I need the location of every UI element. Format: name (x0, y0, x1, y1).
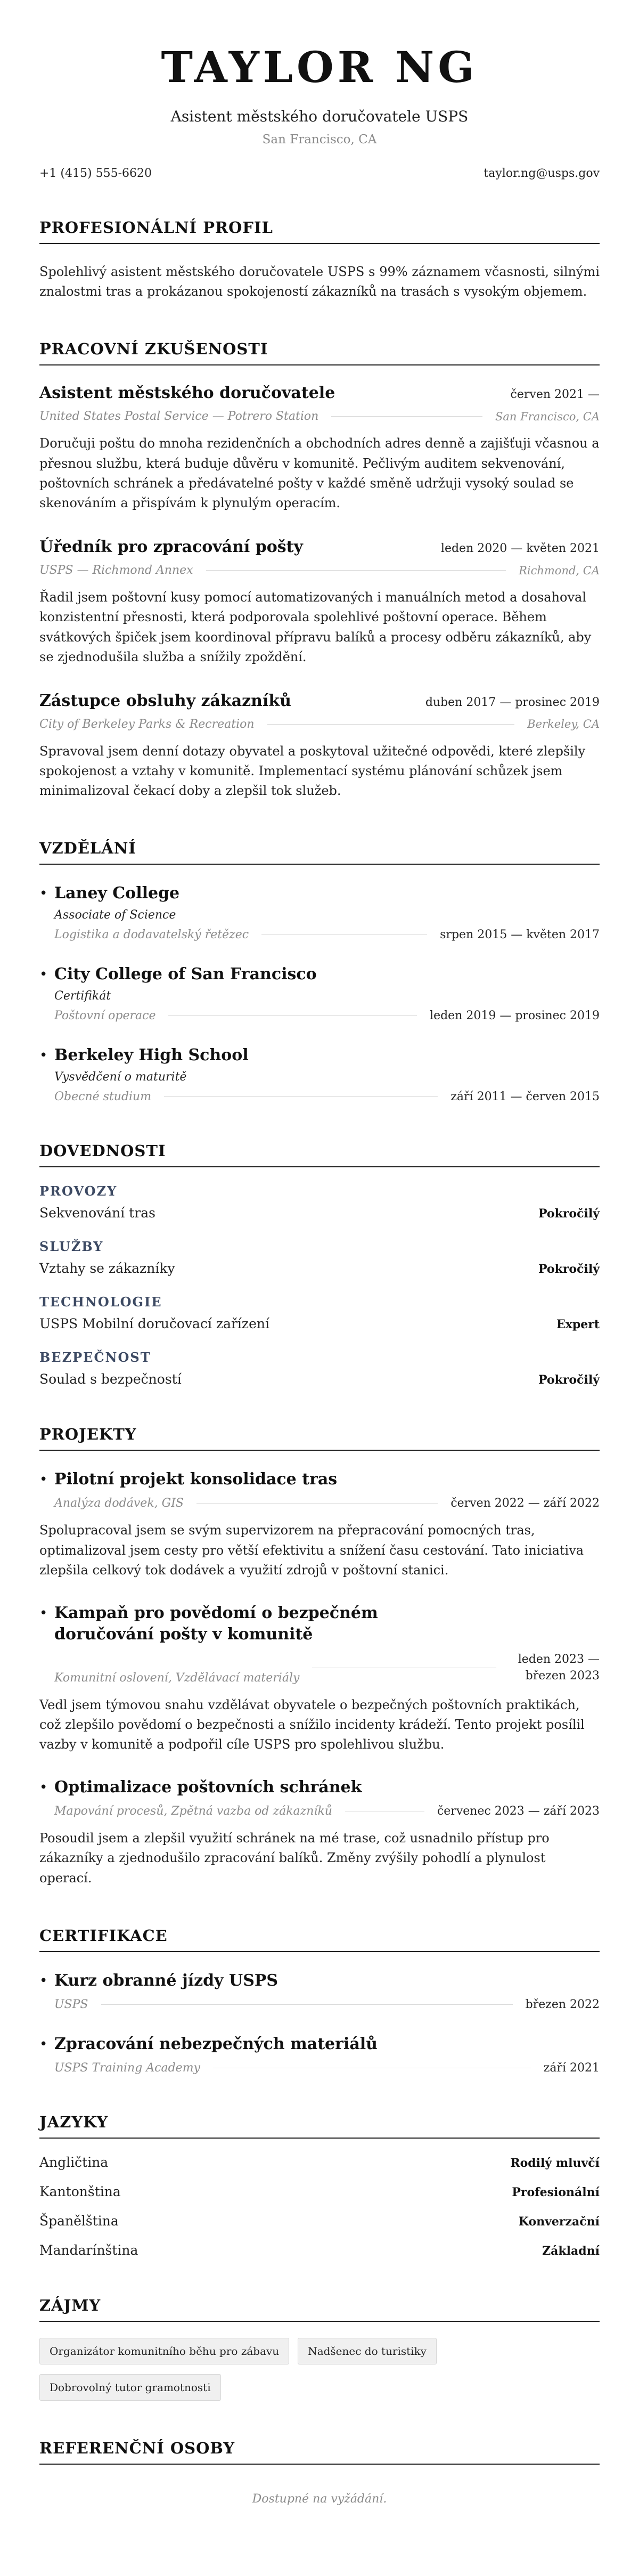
interest-tag: Organizátor komunitního běhu pro zábavu (39, 2338, 289, 2364)
language-level: Základní (542, 2244, 600, 2258)
dotted-divider (196, 1503, 438, 1504)
language-row (39, 2242, 600, 2258)
bullet-icon: • (39, 885, 48, 902)
certification-date: září 2021 (543, 2061, 600, 2075)
job-entry (39, 384, 600, 513)
education-date: srpen 2015 — květen 2017 (440, 928, 600, 942)
job-organization: United States Postal Service — Potrero Station (39, 410, 319, 424)
skill-name: USPS Mobilní doručovací zařízení (39, 1316, 269, 1332)
interest-tag: Nadšenec do turistiky (298, 2338, 437, 2364)
certification-name: Zpracování nebezpečných materiálů (54, 2034, 378, 2053)
job-location: San Francisco, CA (495, 410, 600, 423)
project-entry (39, 1777, 600, 1888)
skill-level: Pokročilý (538, 1207, 600, 1221)
project-date: leden 2023 — březen 2023 (518, 1653, 600, 1683)
contact-row (39, 167, 600, 180)
section-title-education: VZDĚLÁNÍ (39, 839, 600, 865)
experience-section (39, 340, 600, 801)
project-name: Optimalizace poštovních schránek (54, 1778, 362, 1797)
skill-name: Vztahy se zákazníky (39, 1261, 175, 1277)
study-field: Logistika a dodavatelský řetězec (54, 928, 249, 942)
job-organization: USPS — Richmond Annex (39, 564, 193, 578)
language-name: Angličtina (39, 2154, 109, 2170)
skills-section (39, 1142, 600, 1387)
school-name: Berkeley High School (54, 1046, 249, 1065)
section-title-profile: PROFESIONÁLNÍ PROFIL (39, 218, 600, 244)
project-entry (39, 1603, 600, 1754)
certification-date: březen 2022 (525, 1997, 600, 2011)
skill-category: PROVOZY (39, 1183, 118, 1199)
project-name: Pilotní projekt konsolidace tras (54, 1470, 338, 1489)
language-name: Kantonština (39, 2183, 121, 2199)
project-tags: Mapování procesů, Zpětná vazba od zákazníků (54, 1805, 332, 1818)
job-description: Spravoval jsem denní dotazy obyvatel a poskytoval užitečné odpovědi, které zlepšily spokojenost a vztahy v komunitě. Implementací systému plánování schůzek jsem minimalizoval čekací doby a zlepšil tok služeb. (39, 743, 586, 799)
education-entry (39, 1045, 600, 1103)
skill-category: BEZPEČNOST (39, 1350, 151, 1366)
bullet-icon: • (39, 1472, 48, 1488)
interest-tag: Dobrovolný tutor gramotnosti (39, 2374, 221, 2401)
profile-summary: Spolehlivý asistent městského doručovatele USPS s 99% záznamem včasnosti, silnými znalostmi tras a prokázanou spokojeností zákazníků na trasách s vysokým objemem. (39, 264, 600, 299)
skill-name: Sekvenování tras (39, 1205, 155, 1221)
job-location: Richmond, CA (519, 564, 600, 577)
language-row (39, 2213, 600, 2229)
project-tags: Komunitní oslovení, Vzdělávací materiály (54, 1671, 300, 1685)
degree-name: Certifikát (54, 989, 111, 1003)
dotted-divider (101, 2004, 513, 2005)
school-name: Laney College (54, 884, 180, 903)
skill-level: Expert (556, 1318, 600, 1332)
skill-level: Pokročilý (538, 1373, 600, 1387)
job-location: Berkeley, CA (527, 718, 600, 731)
project-date: červenec 2023 — září 2023 (437, 1805, 600, 1818)
project-description: Spolupracoval jsem se svým supervizorem na přepracování pomocných tras, optimalizoval jsem cesty pro větší efektivitu a snížení času cestování. Tato iniciativa zlepšila celkový tok dodávek a využití zdrojů v poštovní stanici. (39, 1523, 584, 1578)
education-date: leden 2019 — prosinec 2019 (430, 1009, 600, 1023)
language-row (39, 2155, 600, 2170)
projects-section (39, 1425, 600, 1888)
skill-group (39, 1239, 600, 1276)
education-date: září 2011 — červen 2015 (450, 1090, 600, 1104)
section-title-references: REFERENČNÍ OSOBY (39, 2439, 600, 2465)
project-description: Vedl jsem týmovou snahu vzdělávat obyvatele o bezpečných poštovních praktikách, což zlepšilo povědomí o bezpečnosti a snížilo incidenty krádeží. Tento projekt posílil vazby v komunitě a podpořil cíle USPS pro spolehlivou službu. (39, 1697, 585, 1752)
job-title: Asistent městského doručovatele (39, 384, 335, 403)
phone-number: +1 (415) 555-6620 (39, 167, 152, 180)
job-date: duben 2017 — prosinec 2019 (425, 695, 600, 709)
references-note: Dostupné na vyžádání. (252, 2492, 387, 2506)
skill-group (39, 1350, 600, 1387)
project-entry (39, 1469, 600, 1580)
school-name: City College of San Francisco (54, 965, 317, 984)
dotted-divider (331, 416, 482, 417)
certification-entry (39, 2034, 600, 2075)
dotted-divider (267, 724, 515, 725)
job-entry (39, 538, 600, 667)
job-description: Doručuji poštu do mnoha rezidenčních a obchodních adres denně a zajišťuji včasnou a přesnou službu, která buduje důvěru v komunitě. Pečlivým auditem sekvenování, poštovních schránek a předávatelné pošty v každé směně udržuji vysoký soulad se skenováním a přispívám k plynulým operacím. (39, 436, 600, 510)
section-title-languages: JAZYKY (39, 2113, 600, 2139)
section-title-certifications: CERTIFIKACE (39, 1927, 600, 1952)
interests-section (39, 2296, 600, 2401)
dotted-divider (261, 934, 427, 935)
candidate-title: Asistent městského doručovatele USPS (170, 108, 469, 125)
study-field: Poštovní operace (54, 1009, 156, 1023)
project-description: Posoudil jsem a zlepšil využití schránek na mé trase, což usnadnilo přístup pro zákazníky a zjednodušilo zpracování balíků. Změny zvýšily pohodlí a plynulost operací. (39, 1831, 550, 1886)
language-level: Konverzační (518, 2214, 600, 2229)
language-name: Španělština (39, 2213, 119, 2229)
skill-category: TECHNOLOGIE (39, 1294, 162, 1310)
job-entry (39, 692, 600, 801)
interest-tags (39, 2338, 487, 2401)
bullet-icon: • (39, 1779, 48, 1796)
language-name: Mandarínština (39, 2242, 138, 2258)
languages-section (39, 2113, 600, 2258)
certification-issuer: USPS Training Academy (54, 2061, 200, 2075)
job-date: červen 2021 — (510, 388, 600, 402)
language-level: Rodilý mluvčí (510, 2156, 600, 2170)
degree-name: Associate of Science (54, 908, 176, 922)
certifications-section (39, 1927, 600, 2075)
references-section (39, 2439, 600, 2506)
section-title-interests: ZÁJMY (39, 2296, 600, 2322)
email-address: taylor.ng@usps.gov (484, 167, 600, 180)
study-field: Obecné studium (54, 1090, 152, 1104)
language-level: Profesionální (512, 2185, 600, 2199)
skill-group (39, 1183, 600, 1221)
skill-group (39, 1294, 600, 1331)
project-tags: Analýza dodávek, GIS (54, 1497, 184, 1510)
education-entry (39, 964, 600, 1022)
job-organization: City of Berkeley Parks & Recreation (39, 717, 255, 731)
candidate-name: TAYLOR NG (161, 42, 478, 92)
job-title: Zástupce obsluhy zákazníků (39, 691, 291, 710)
section-title-experience: PRACOVNÍ ZKUŠENOSTI (39, 340, 600, 365)
section-title-projects: PROJEKTY (39, 1425, 600, 1451)
job-title: Úředník pro zpracování pošty (39, 538, 303, 557)
certification-entry (39, 1970, 600, 2011)
job-date: leden 2020 — květen 2021 (440, 542, 600, 556)
resume-header (39, 42, 600, 180)
language-row (39, 2184, 600, 2199)
skill-level: Pokročilý (538, 1262, 600, 1277)
bullet-icon: • (39, 1972, 48, 1989)
dotted-divider (168, 1015, 417, 1016)
certification-name: Kurz obranné jízdy USPS (54, 1971, 278, 1990)
education-section (39, 839, 600, 1103)
skill-category: SLUŽBY (39, 1239, 104, 1255)
skill-name: Soulad s bezpečností (39, 1371, 182, 1387)
project-date: červen 2022 — září 2022 (450, 1497, 600, 1510)
project-name: Kampaň pro povědomí o bezpečném doručování pošty v komunitě (54, 1604, 378, 1644)
profile-section (39, 218, 600, 302)
job-description: Řadil jsem poštovní kusy pomocí automatizovaných i manuálních metod a dosahoval konzistentní přesnosti, která podporovala spolehlivé poštovní operace. Během svátkových špiček jsem koordinoval přípravu balíků a procesy odběru zákazníků, aby se zjednodušila služba a snížily zpoždění. (39, 590, 592, 664)
education-entry (39, 883, 600, 941)
bullet-icon: • (39, 1605, 48, 1621)
candidate-location: San Francisco, CA (262, 133, 377, 147)
section-title-skills: DOVEDNOSTI (39, 1142, 600, 1167)
bullet-icon: • (39, 966, 48, 983)
bullet-icon: • (39, 1047, 48, 1064)
bullet-icon: • (39, 2036, 48, 2052)
dotted-divider (206, 570, 506, 571)
dotted-divider (164, 1096, 438, 1097)
certification-issuer: USPS (54, 1997, 88, 2011)
degree-name: Vysvědčení o maturitě (54, 1070, 187, 1084)
